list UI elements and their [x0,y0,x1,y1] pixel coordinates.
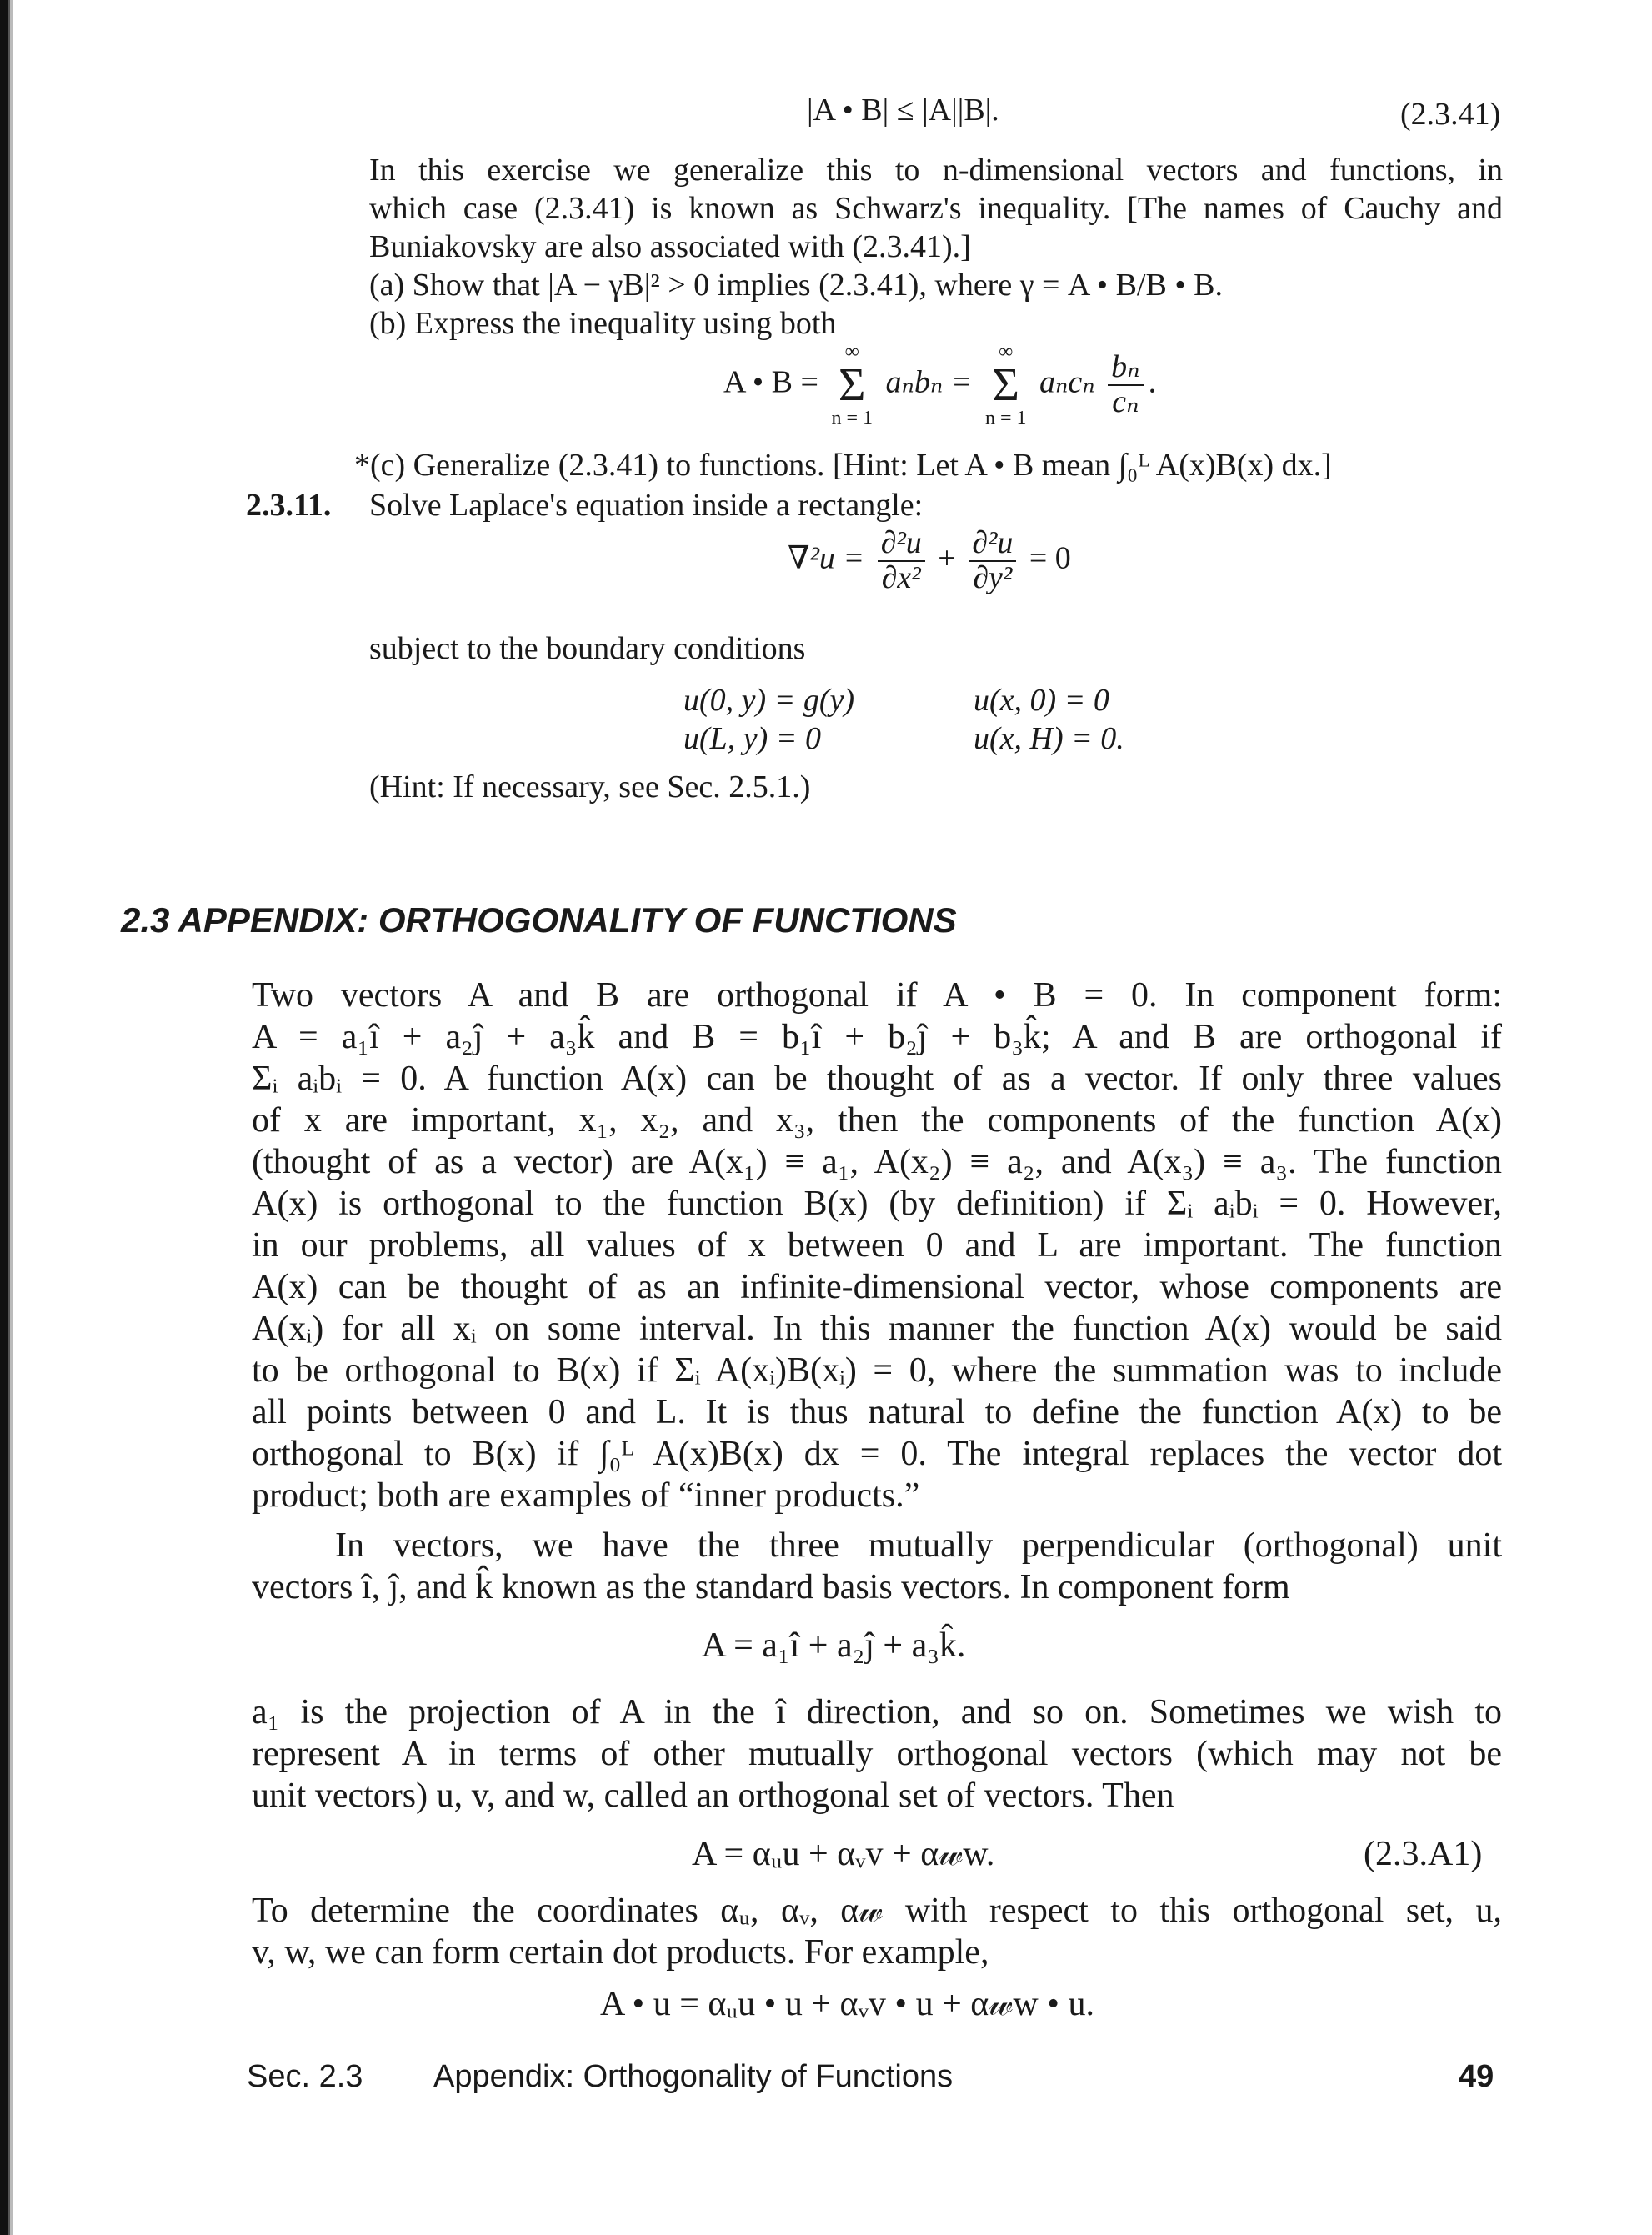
fraction-denominator: cₙ [1112,384,1139,419]
boundary-condition: u(x, 0) = 0 [974,683,1109,718]
summation-equation: A • B = ∞ Σ n = 1 aₙbₙ = ∞ Σ n = 1 aₙcₙ $\frac{\text{bₙ}}{\text{cₙ}}$ . [723,341,1157,429]
fraction-numerator: ∂²u [878,527,925,562]
paragraph-line: Σᵢ aᵢbᵢ = 0. A function A(x) can be thought of as a vector. If only three values [252,1060,1502,1098]
boundary-condition: u(L, y) = 0 [683,721,821,756]
paragraph-line: represent A in terms of other mutually orthogonal vectors (which may not be [252,1735,1502,1773]
paragraph-line: in our problems, all values of x between 0 and L are important. The function [252,1226,1502,1265]
fraction-bn-cn [1108,351,1143,419]
equation-number: (2.3.41) [1400,97,1501,132]
paragraph-line: A = a₁î + a₂ĵ + a₃k̂ and B = b₁î + b₂ĵ + b₃k̂; A and B are orthogonal if [252,1018,1502,1056]
paragraph-line: a₁ is the projection of A in the î direction, and so on. Sometimes we wish to [252,1693,1502,1731]
fraction-d2u-dx2 [878,527,925,595]
exercise-number-2-3-11: 2.3.11. [246,488,332,523]
fraction-numerator: bₙ [1108,351,1143,386]
boundary-condition: u(0, y) = g(y) [683,683,854,718]
paragraph-line: A(x) can be thought of as an infinite-dimensional vector, whose components are [252,1268,1502,1306]
sum-upper-limit: ∞ [844,341,859,363]
sum-lower-limit: n = 1 [984,408,1027,429]
laplace-rhs: = 0 [1029,540,1071,576]
sum-lower-limit: n = 1 [831,408,873,429]
boundary-conditions-intro: subject to the boundary conditions [369,631,806,666]
laplace-equation [788,527,1071,595]
paragraph-line: product; both are examples of “inner products.” [252,1476,920,1515]
page-number: 49 [1459,2059,1494,2094]
paragraph-line: A(x) is orthogonal to the function B(x) (by definition) if Σᵢ aᵢbᵢ = 0. However, [252,1185,1502,1223]
page-binding-edge [0,0,13,2235]
fraction-denominator: ∂y² [973,559,1013,595]
section-heading: 2.3 APPENDIX: ORTHOGONALITY OF FUNCTIONS [121,900,957,940]
paragraph-line: all points between 0 and L. It is thus natural to define the function A(x) to be [252,1393,1502,1431]
exercise-intro-line: In this exercise we generalize this to n-dimensional vectors and functions, in [369,153,1503,188]
sum-term-2: aₙcₙ [1039,364,1095,400]
paragraph-line: unit vectors) u, v, and w, called an orthogonal set of vectors. Then [252,1776,1174,1815]
footer-title: Appendix: Orthogonality of Functions [433,2059,954,2094]
sum-lhs: A • B = [723,364,818,400]
paragraph-line: To determine the coordinates αᵤ, αᵥ, α𝓌 with respect to this orthogonal set, u, [252,1892,1502,1930]
paragraph-line: (thought of as a vector) are A(x₁) ≡ a₁, A(x₂) ≡ a₂, and A(x₃) ≡ a₃. The function [252,1143,1502,1181]
plus-sign: + [938,540,956,576]
paragraph-line: Two vectors A and B are orthogonal if A • B = 0. In component form: [252,976,1502,1015]
paragraph-line: In vectors, we have the three mutually perpendicular (orthogonal) unit [335,1526,1502,1565]
sigma-2: ∞ Σ n = 1 [984,341,1027,429]
boundary-condition: u(x, H) = 0. [974,721,1124,756]
exercise-part-b: (b) Express the inequality using both [369,306,837,341]
paragraph-line: A(xᵢ) for all xᵢ on some interval. In this manner the function A(x) would be said [252,1310,1502,1348]
equation-2-3-41: |A • B| ≤ |A||B|. [807,93,999,128]
equation-2-3-A1: A = αᵤu + αᵥv + α𝓌w. [692,1835,995,1873]
equation-number: (2.3.A1) [1364,1835,1483,1873]
sigma-1: ∞ Σ n = 1 [831,341,873,429]
exercise-intro-line: Buniakovsky are also associated with (2.3.41).] [369,229,971,264]
hint-text: (Hint: If necessary, see Sec. 2.5.1.) [369,769,811,804]
paragraph-line: to be orthogonal to B(x) if Σᵢ A(xᵢ)B(xᵢ) = 0, where the summation was to include [252,1351,1502,1390]
paragraph-line: of x are important, x₁, x₂, and x₃, then the components of the function A(x) [252,1101,1502,1140]
fraction-d2u-dy2 [969,527,1016,595]
fraction-denominator: ∂x² [881,559,921,595]
exercise-part-a: (a) Show that |A − γB|² > 0 implies (2.3.41), where γ = A • B/B • B. [369,268,1223,303]
sum-term-1: aₙbₙ = [885,364,973,400]
fraction-numerator: ∂²u [969,527,1016,562]
paragraph-line: vectors î, ĵ, and k̂ known as the standard basis vectors. In component form [252,1568,1290,1606]
footer-section-label: Sec. 2.3 [247,2059,363,2094]
equation-basis: A = a₁î + a₂ĵ + a₃k̂. [701,1626,966,1665]
sum-upper-limit: ∞ [999,341,1014,363]
laplace-lhs: ∇²u = [788,540,865,576]
equation-dot-product: A • u = αᵤu • u + αᵥv • u + α𝓌w • u. [600,1985,1094,2023]
paragraph-line: v, w, we can form certain dot products. For example, [252,1933,989,1972]
exercise-2-3-11-text: Solve Laplace's equation inside a rectangle: [369,488,924,523]
exercise-intro-line: which case (2.3.41) is known as Schwarz's inequality. [The names of Cauchy and [369,191,1503,226]
exercise-part-c: *(c) Generalize (2.3.41) to functions. [Hint: Let A • B mean ∫₀ᴸ A(x)B(x) dx.] [354,448,1332,483]
paragraph-line: orthogonal to B(x) if ∫₀ᴸ A(x)B(x) dx = 0. The integral replaces the vector dot [252,1435,1502,1473]
